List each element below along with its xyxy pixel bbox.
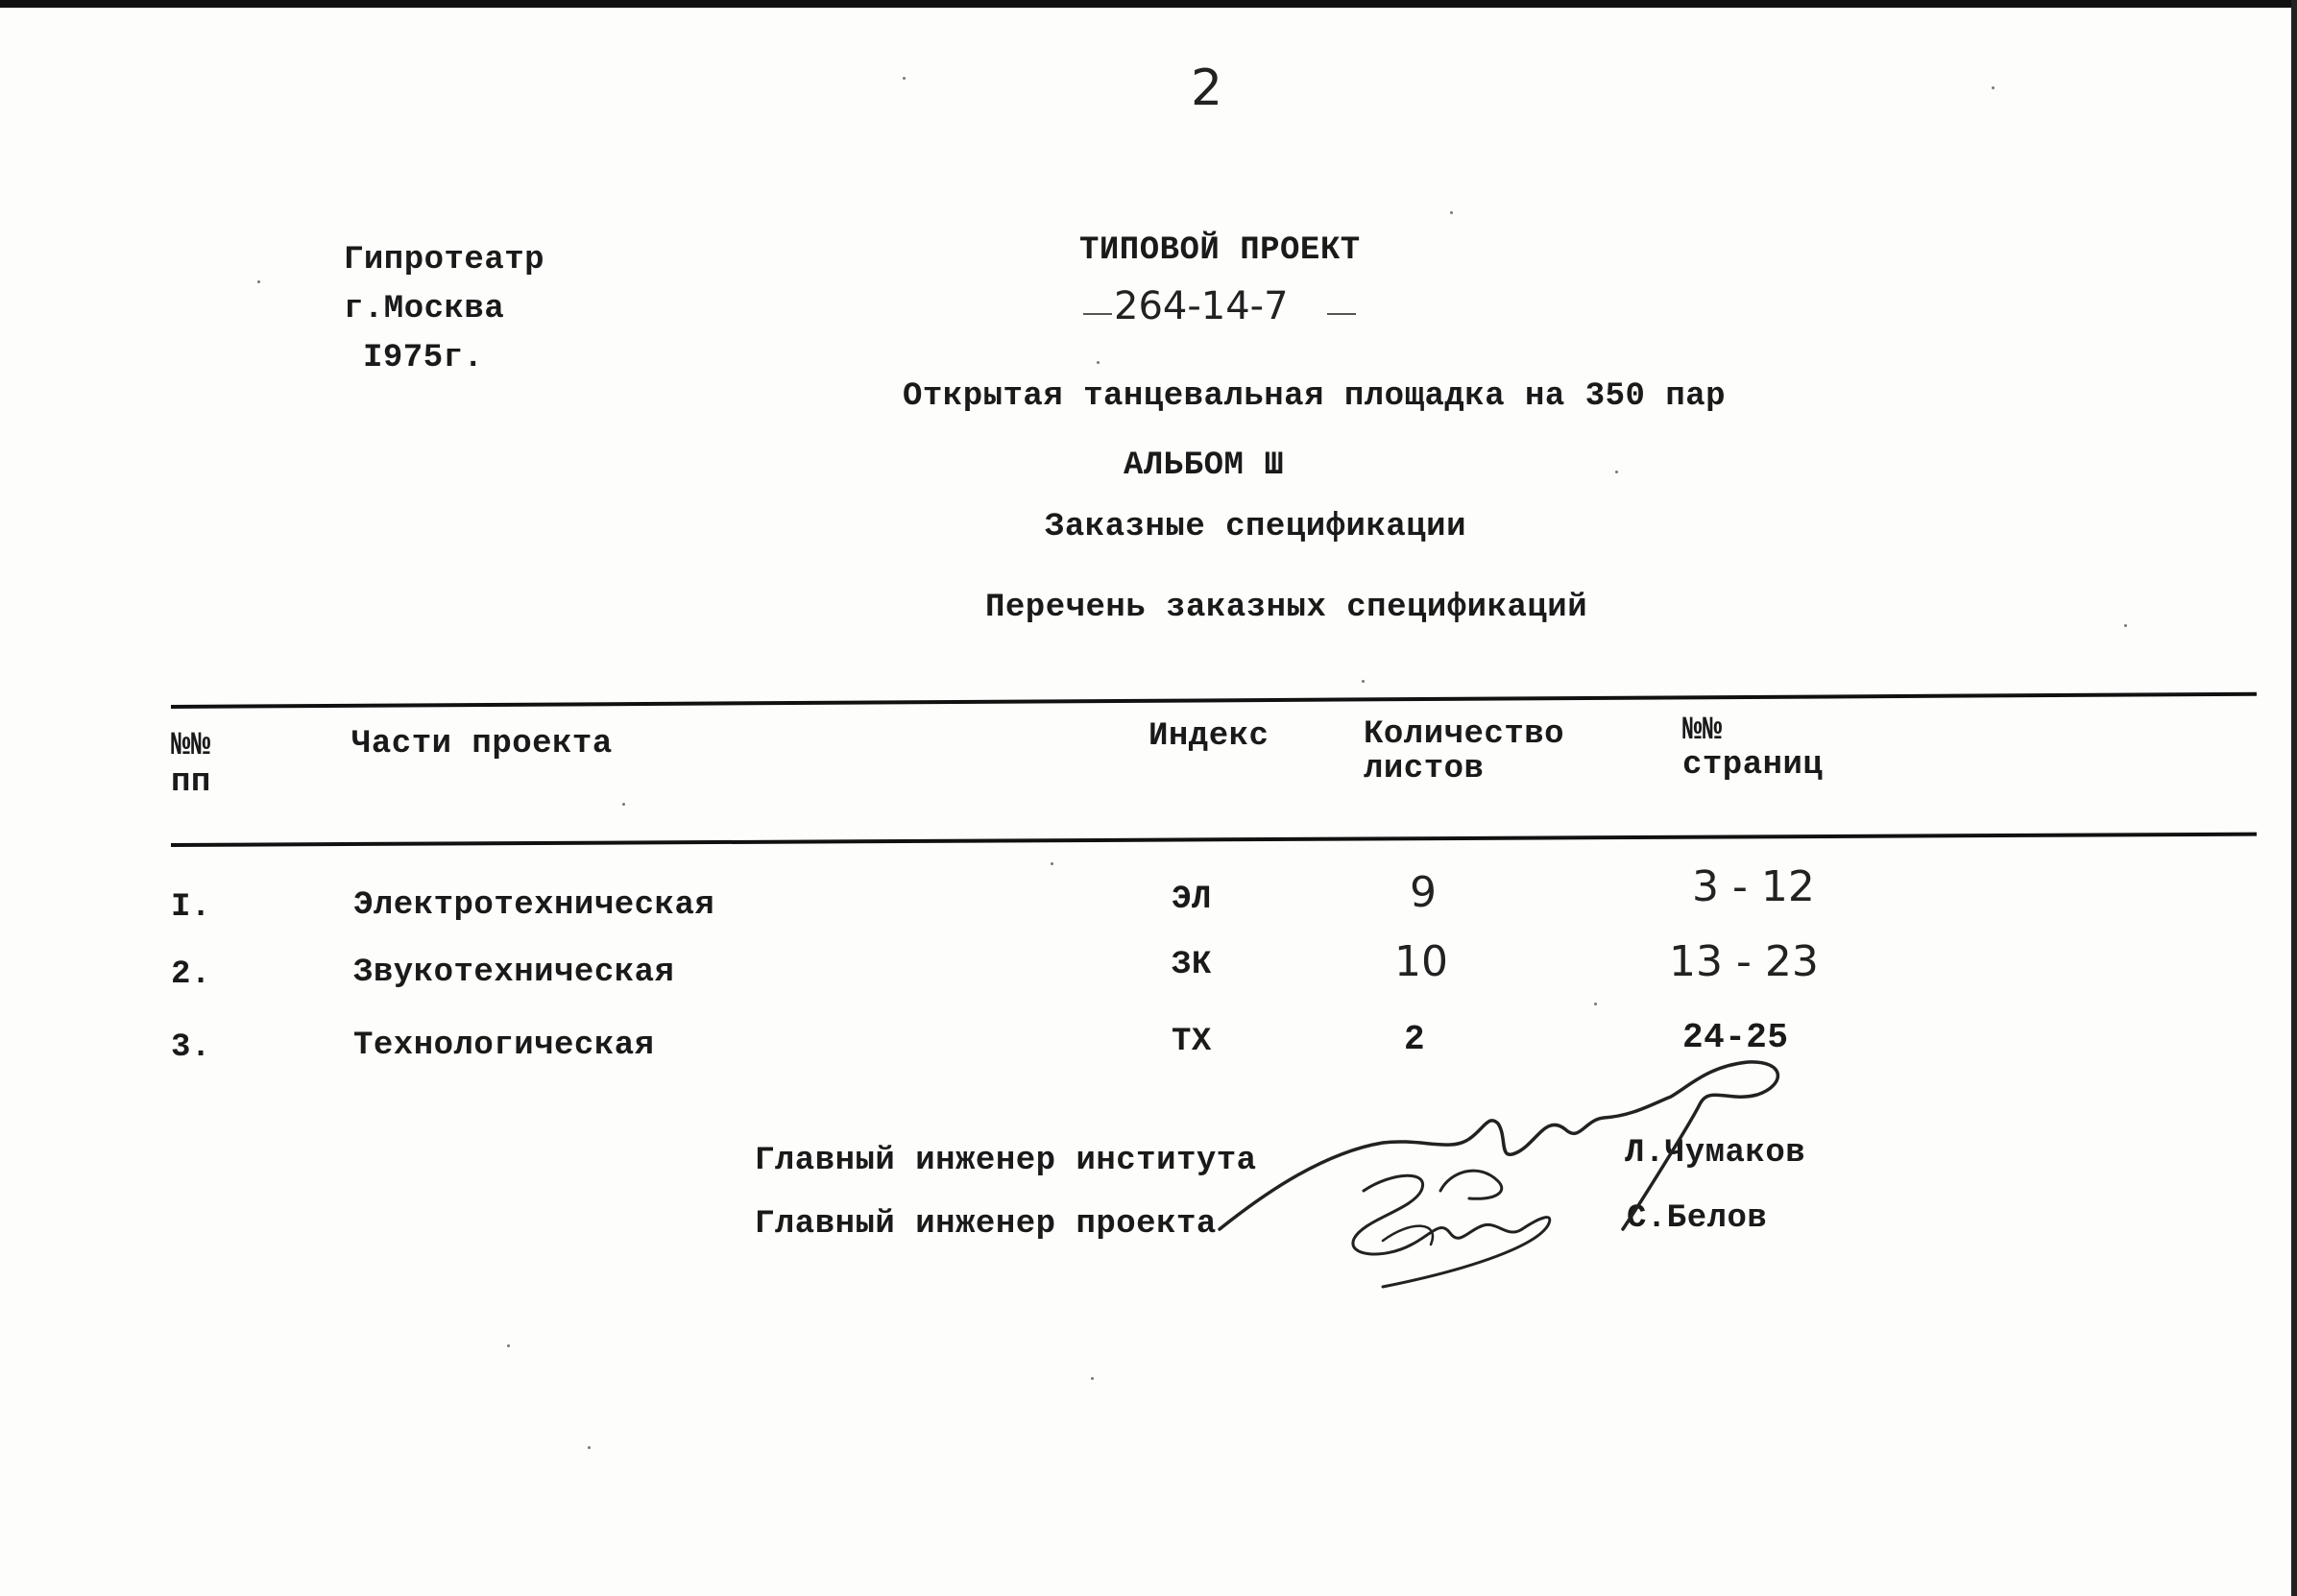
- project-title: Открытая танцевальная площадка на 350 пар: [903, 378, 1727, 415]
- scan-speck: [1091, 1377, 1094, 1380]
- scan-speck: [1362, 680, 1365, 683]
- row-part: Звукотехническая: [353, 955, 675, 991]
- scan-speck: [1097, 361, 1100, 364]
- scan-speck: [1450, 211, 1453, 214]
- signature-role: Главный инженер института: [755, 1143, 1257, 1179]
- scan-top-border: [0, 0, 2297, 8]
- row-pages: 13 - 23: [1669, 937, 1819, 986]
- project-number: 264-14-7: [1114, 284, 1289, 328]
- row-part: Электротехническая: [353, 887, 715, 924]
- table-header-rule: [171, 833, 2257, 847]
- row-sheets: 9: [1410, 868, 1437, 917]
- project-number-dash-left: [1083, 313, 1112, 315]
- scan-speck: [588, 1446, 591, 1449]
- row-num: I.: [171, 889, 211, 926]
- scan-speck: [507, 1344, 510, 1347]
- row-num: 2.: [171, 956, 211, 993]
- signature-name: С.Белов: [1627, 1200, 1768, 1237]
- row-sheets: 10: [1394, 937, 1448, 986]
- row-index: ЗК: [1172, 947, 1212, 983]
- org-year: I975г.: [363, 340, 484, 376]
- signature-name: Л.Чумаков: [1625, 1135, 1806, 1172]
- header-sheets-line2: листов: [1364, 751, 1485, 787]
- scan-speck: [903, 77, 906, 80]
- handwritten-signature-belov: [1325, 1152, 1575, 1296]
- scan-speck: [622, 803, 625, 806]
- scan-speck: [1051, 862, 1053, 865]
- project-type: ТИПОВОЙ ПРОЕКТ: [1079, 232, 1361, 269]
- scan-speck: [2124, 624, 2127, 627]
- page-number: 2: [1191, 60, 1223, 117]
- row-part: Технологическая: [353, 1028, 655, 1064]
- album-number: АЛЬБОМ Ш: [1124, 447, 1285, 484]
- list-title: Перечень заказных спецификаций: [985, 590, 1588, 626]
- row-sheets: 2: [1404, 1020, 1426, 1059]
- row-index: ТХ: [1172, 1024, 1212, 1060]
- org-city: г.Москва: [344, 291, 505, 327]
- header-index: Индекс: [1148, 718, 1269, 755]
- header-sheets-line1: Количество: [1364, 716, 1565, 753]
- table-top-rule: [171, 692, 2257, 709]
- project-number-dash-right: [1327, 313, 1356, 315]
- row-pages: 3 - 12: [1692, 862, 1815, 911]
- row-pages: 24-25: [1682, 1018, 1789, 1057]
- header-pages-line2: страниц: [1682, 747, 1824, 784]
- album-subject: Заказные спецификации: [1045, 509, 1466, 545]
- signature-role: Главный инженер проекта: [755, 1206, 1217, 1243]
- header-num-line2: пп: [171, 764, 211, 801]
- row-num: 3.: [171, 1029, 211, 1066]
- header-num-line1: №№: [171, 728, 211, 764]
- scan-speck: [1615, 471, 1618, 473]
- scan-right-border: [2291, 0, 2297, 1596]
- header-pages-line1: №№: [1682, 713, 1723, 749]
- header-part: Части проекта: [351, 726, 613, 762]
- scan-speck: [1594, 1003, 1597, 1005]
- scan-speck: [257, 280, 260, 283]
- row-index: ЭЛ: [1172, 882, 1212, 918]
- scan-speck: [1992, 86, 1995, 89]
- org-name: Гипротеатр: [344, 242, 545, 278]
